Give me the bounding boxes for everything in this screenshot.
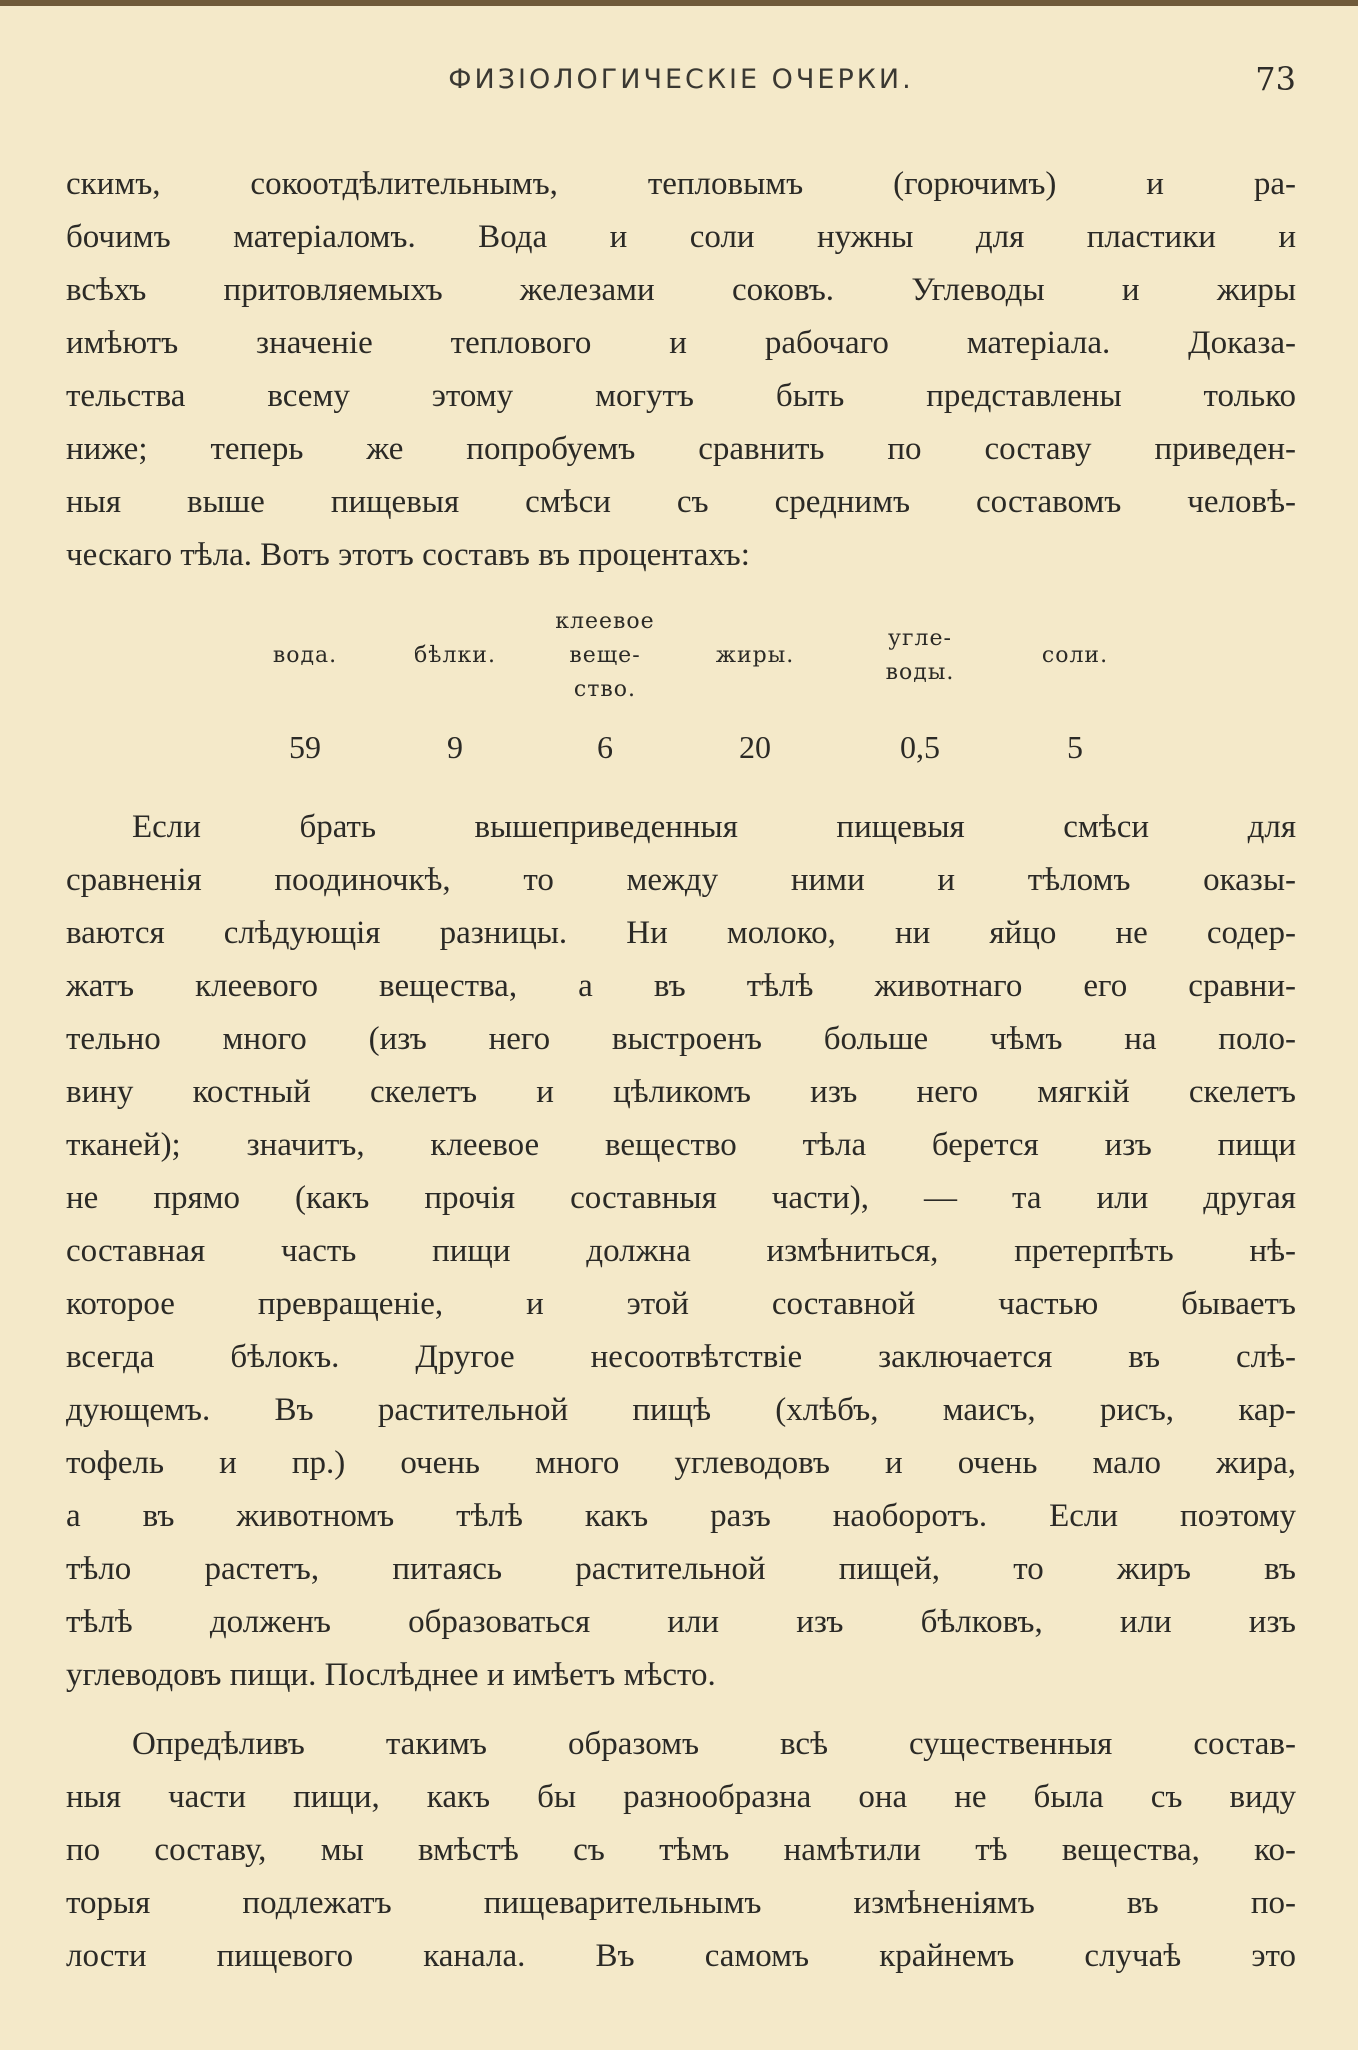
text-line: ваются слѣдующія разницы. Ни молоко, ни яйцо не содер-	[66, 915, 1296, 951]
text-line: по составу, мы вмѣстѣ съ тѣмъ намѣтили тѣ вещества, ко-	[66, 1832, 1296, 1868]
text-line: углеводовъ пищи. Послѣднее и имѣетъ мѣсто.	[66, 1657, 716, 1693]
paragraph-2	[66, 801, 1296, 1702]
text-line: Опредѣливъ такимъ образомъ всѣ существенныя состав-	[132, 1726, 1296, 1762]
column-header: вода.	[272, 643, 338, 668]
page-number: 73	[1255, 60, 1296, 98]
text-line: бочимъ матеріаломъ. Вода и соли нужны для пластики и	[66, 219, 1296, 255]
text-line: ческаго тѣла. Вотъ этотъ составъ въ процентахъ:	[66, 537, 750, 573]
text-line: сравненія поодиночкѣ, то между ними и тѣломъ оказы-	[66, 862, 1296, 898]
column-header: угле- воды.	[885, 626, 955, 685]
column-value: 5	[1067, 729, 1083, 765]
column-value: 20	[739, 729, 771, 765]
text-line: всѣхъ притовляемыхъ железами соковъ. Углеводы и жиры	[66, 272, 1296, 308]
text-line: не прямо (какъ прочія составныя части), — та или другая	[66, 1180, 1296, 1216]
text-line: дующемъ. Въ растительной пищѣ (хлѣбъ, маисъ, рисъ, кар-	[66, 1392, 1296, 1428]
body-composition-table	[230, 596, 1130, 776]
text-line: тѣлѣ долженъ образоваться или изъ бѣлковъ, или изъ	[66, 1604, 1296, 1640]
column-value: 9	[447, 729, 463, 765]
text-line: а въ животномъ тѣлѣ какъ разъ наоборотъ. Если поэтому	[66, 1498, 1296, 1534]
text-line: тельно много (изъ него выстроенъ больше чѣмъ на поло-	[66, 1021, 1296, 1057]
column-header: жиры.	[715, 643, 795, 668]
text-line: ниже; теперь же попробуемъ сравнить по составу приведен-	[66, 431, 1296, 467]
text-line: которое превращеніе, и этой составной частью бываетъ	[66, 1286, 1296, 1322]
running-title: ФИЗІОЛОГИЧЕСКІЕ ОЧЕРКИ.	[448, 64, 914, 95]
text-line: Если брать вышеприведенныя пищевыя смѣси для	[132, 809, 1296, 845]
text-line: вину костный скелетъ и цѣликомъ изъ него мягкій скелетъ	[66, 1074, 1296, 1110]
text-line: ныя выше пищевыя смѣси съ среднимъ составомъ человѣ-	[66, 484, 1296, 520]
text-line: тельства всему этому могутъ быть представлены только	[66, 378, 1296, 414]
page-top-rule	[0, 0, 1358, 6]
text-line: ныя части пищи, какъ бы разнообразна она не была съ виду	[66, 1779, 1296, 1815]
text-line: составная часть пищи должна измѣниться, претерпѣть нѣ-	[66, 1233, 1296, 1269]
paragraph-3	[66, 1718, 1296, 1983]
column-value: 6	[597, 729, 613, 765]
column-value: 0,5	[900, 729, 940, 765]
text-line: лости пищевого канала. Въ самомъ крайнемъ случаѣ это	[66, 1938, 1296, 1974]
column-value: 59	[289, 729, 321, 765]
column-header: клеевое веще- ство.	[555, 609, 655, 702]
column-header: соли.	[1041, 643, 1109, 668]
paragraph-1	[66, 158, 1296, 582]
text-line: торыя подлежатъ пищеварительнымъ измѣненіямъ въ по-	[66, 1885, 1296, 1921]
column-header: бѣлки.	[414, 643, 496, 668]
page-header	[66, 60, 1296, 112]
text-line: жатъ клеевого вещества, а въ тѣлѣ животнаго его сравни-	[66, 968, 1296, 1004]
text-line: тѣло растетъ, питаясь растительной пищей, то жиръ въ	[66, 1551, 1296, 1587]
text-line: имѣютъ значеніе теплового и рабочаго матеріала. Доказа-	[66, 325, 1296, 361]
text-line: тканей); значитъ, клеевое вещество тѣла берется изъ пищи	[66, 1127, 1296, 1163]
text-line: скимъ, сокоотдѣлительнымъ, тепловымъ (горючимъ) и ра-	[66, 166, 1296, 202]
text-line: всегда бѣлокъ. Другое несоотвѣтствіе заключается въ слѣ-	[66, 1339, 1296, 1375]
text-line: тофель и пр.) очень много углеводовъ и очень мало жира,	[66, 1445, 1296, 1481]
